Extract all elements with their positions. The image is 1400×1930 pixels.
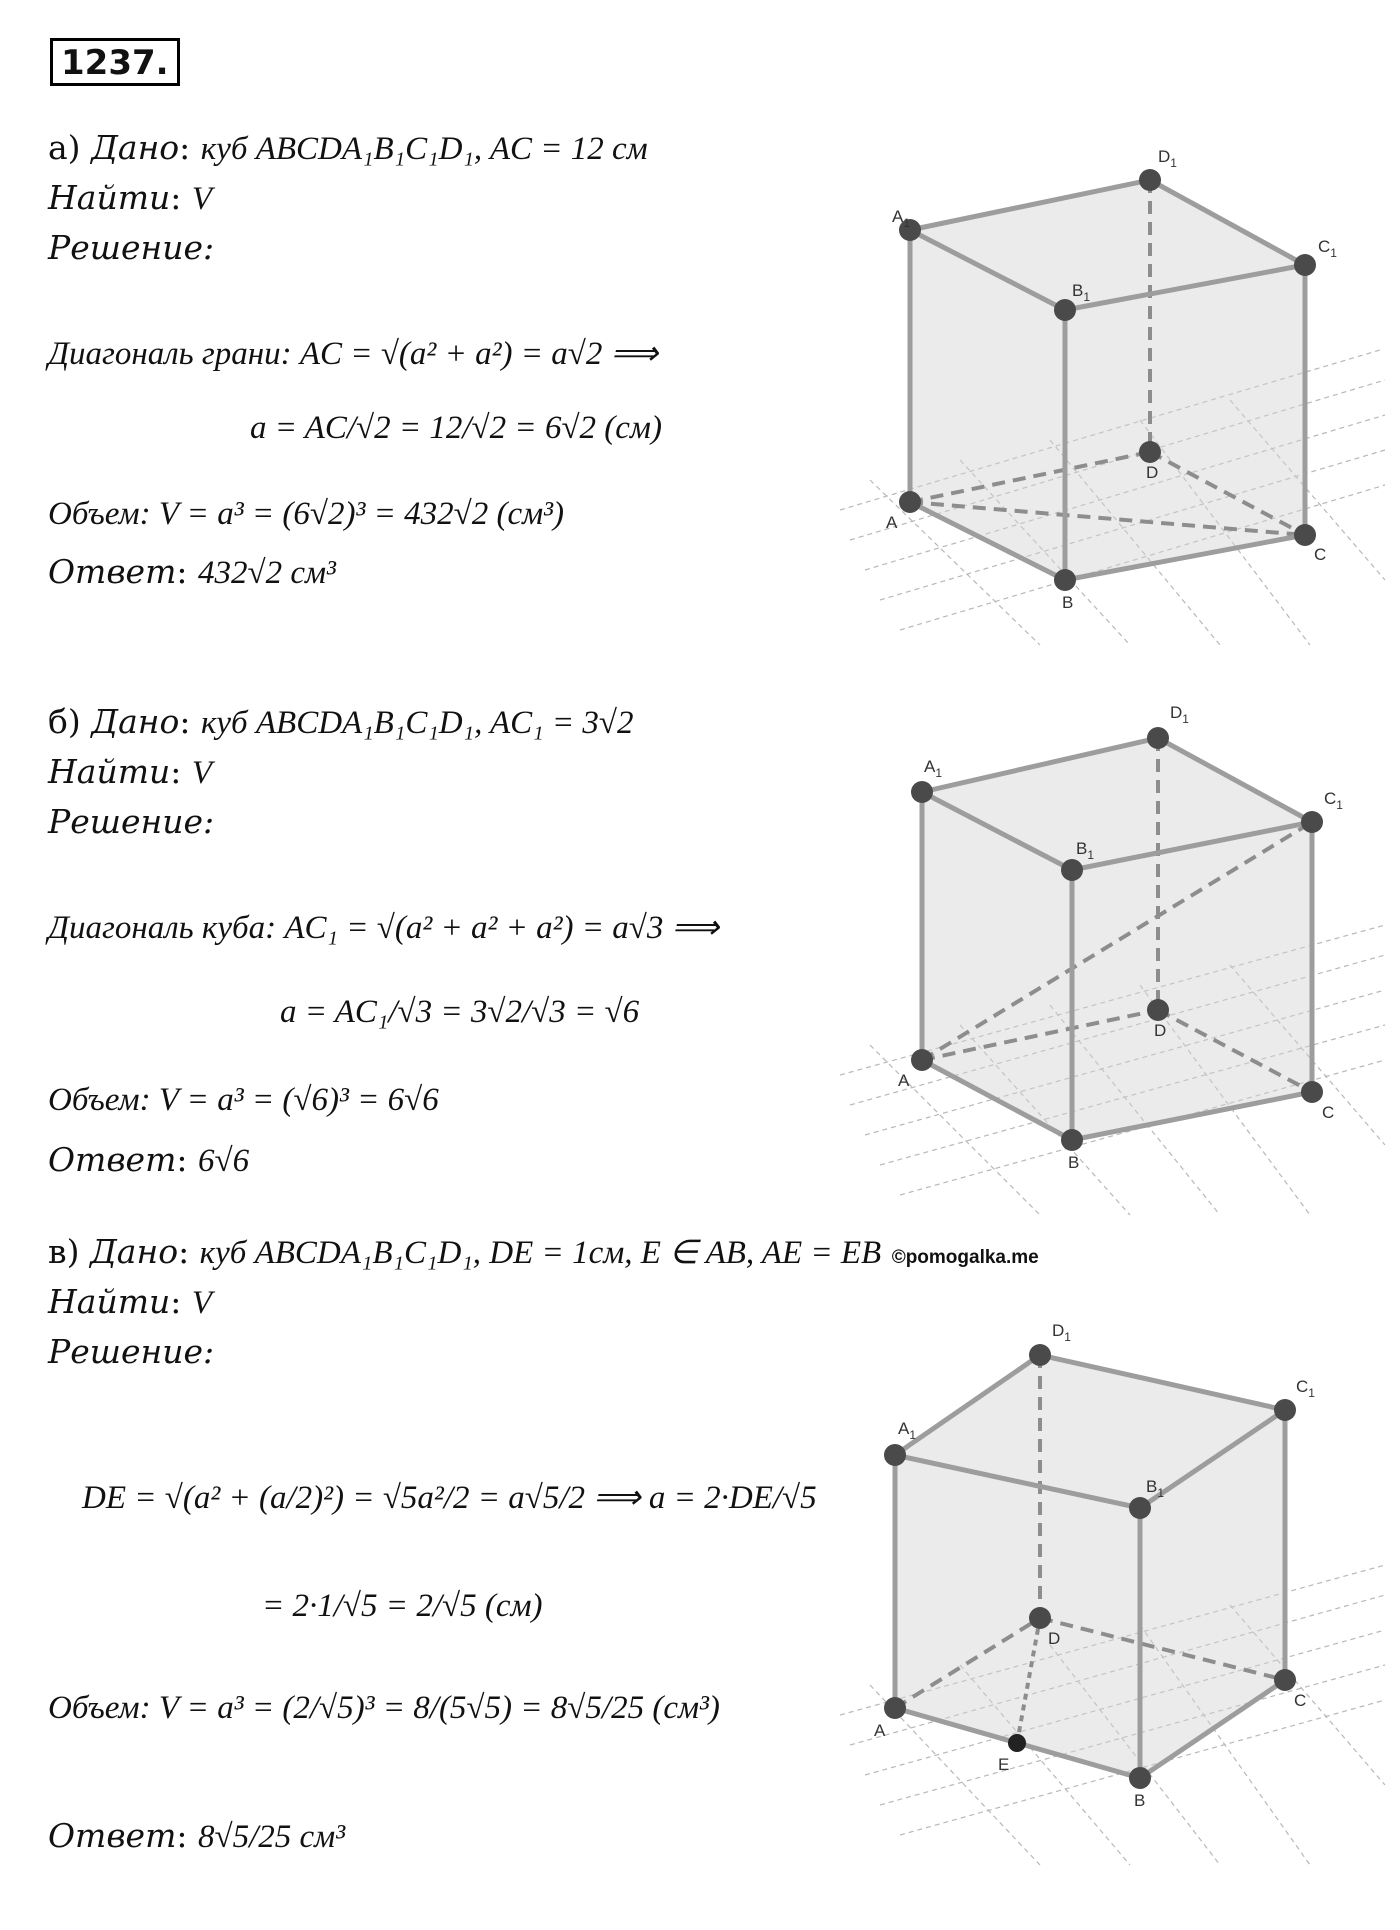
vertex-d1 [1147,727,1169,749]
cube-b-figure [840,700,1390,1220]
vertex-d [1139,441,1161,463]
label-a1: $A_1$ [892,207,911,230]
label-b1: $B_1$ [1146,1477,1165,1500]
label-b1: $B_1$ [1072,281,1091,304]
vertex-c1 [1301,811,1323,833]
part-a-line1: Диагональ грани: AC = √(a² + a²) = a√2 ⟹ [48,336,658,372]
part-c-find: Найти: V [48,1282,213,1321]
part-b-line3: Объем: V = a³ = (√6)³ = 6√6 [48,1082,439,1118]
label-c1: $C_1$ [1318,237,1337,260]
vertex-a [899,491,921,513]
label-a1: $A_1$ [898,1419,917,1442]
part-c-solution-label: Решение: [48,1332,215,1371]
part-c-line1: DE = √(a² + (a/2)²) = √5a²/2 = a√5/2 ⟹ a = 2·DE/√5 [82,1480,817,1516]
part-a-given: а) Дано: куб ABCDA₁B₁C₁D₁, AC = 12 см [48,128,648,167]
cube-a-figure [840,150,1390,650]
vertex-b1 [1129,1497,1151,1519]
problem-number: 1237. [50,38,180,86]
part-a-answer: Ответ: 432√2 см³ [48,552,336,591]
part-a-line2: a = AC/√2 = 12/√2 = 6√2 (см) [250,410,662,446]
label-b: B [1062,593,1074,612]
part-c-line2: = 2·1/√5 = 2/√5 (см) [262,1588,543,1624]
label-d: D [1048,1629,1061,1648]
vertex-a1 [911,781,933,803]
label-c: C [1322,1103,1335,1122]
vertex-c [1301,1081,1323,1103]
label-a: A [898,1071,910,1090]
vertex-d1 [1029,1344,1051,1366]
part-b-answer: Ответ: 6√6 [48,1140,250,1179]
label-b: B [1134,1791,1146,1810]
vertex-b [1054,569,1076,591]
part-c-line3: Объем: V = a³ = (2/√5)³ = 8/(5√5) = 8√5/25 (см³) [48,1690,720,1726]
label-d: D [1154,1021,1167,1040]
part-a-find: Найти: V [48,178,213,217]
vertex-b1 [1061,859,1083,881]
vertex-a1 [884,1444,906,1466]
label-d1: $D_1$ [1052,1321,1071,1344]
vertex-c1 [1274,1399,1296,1421]
label-c: C [1294,1691,1307,1710]
label-d: D [1146,463,1159,482]
cube-c-figure [840,1310,1390,1870]
vertex-a [884,1697,906,1719]
label-c1: $C_1$ [1296,1377,1315,1400]
part-a-solution-label: Решение: [48,228,215,267]
vertex-d [1029,1607,1051,1629]
part-c-given: в) Дано: куб ABCDA₁B₁C₁D₁, DE = 1см, E ∈ AB, AE = EB ©pomogalka.me [48,1232,1039,1271]
label-d1: $D_1$ [1158,150,1177,170]
vertex-a [911,1049,933,1071]
label-a: A [874,1721,886,1740]
label-c: C [1314,545,1327,564]
part-b-solution-label: Решение: [48,802,215,841]
vertex-c [1274,1669,1296,1691]
part-b-line1: Диагональ куба: AC₁ = √(a² + a² + a²) = a√3 ⟹ [48,910,719,946]
label-e: E [998,1755,1010,1774]
watermark: ©pomogalka.me [891,1247,1039,1268]
part-b-line2: a = AC₁/√3 = 3√2/√3 = √6 [280,994,640,1030]
vertex-d [1147,999,1169,1021]
vertex-b1 [1054,299,1076,321]
part-b-find: Найти: V [48,752,213,791]
label-d1: $D_1$ [1170,703,1189,726]
label-c1: $C_1$ [1324,789,1343,812]
vertex-d1 [1139,169,1161,191]
vertex-b [1129,1767,1151,1789]
label-b1: $B_1$ [1076,839,1095,862]
vertex-c1 [1294,254,1316,276]
label-a: A [886,513,898,532]
part-a-line3: Объем: V = a³ = (6√2)³ = 432√2 (см³) [48,496,565,532]
label-b: B [1068,1153,1080,1172]
vertex-c [1294,524,1316,546]
part-c-answer: Ответ: 8√5/25 см³ [48,1816,346,1855]
vertex-b [1061,1129,1083,1151]
label-a1: $A_1$ [924,757,943,780]
vertex-e [1008,1734,1026,1752]
part-b-given: б) Дано: куб ABCDA₁B₁C₁D₁, AC₁ = 3√2 [48,702,634,741]
